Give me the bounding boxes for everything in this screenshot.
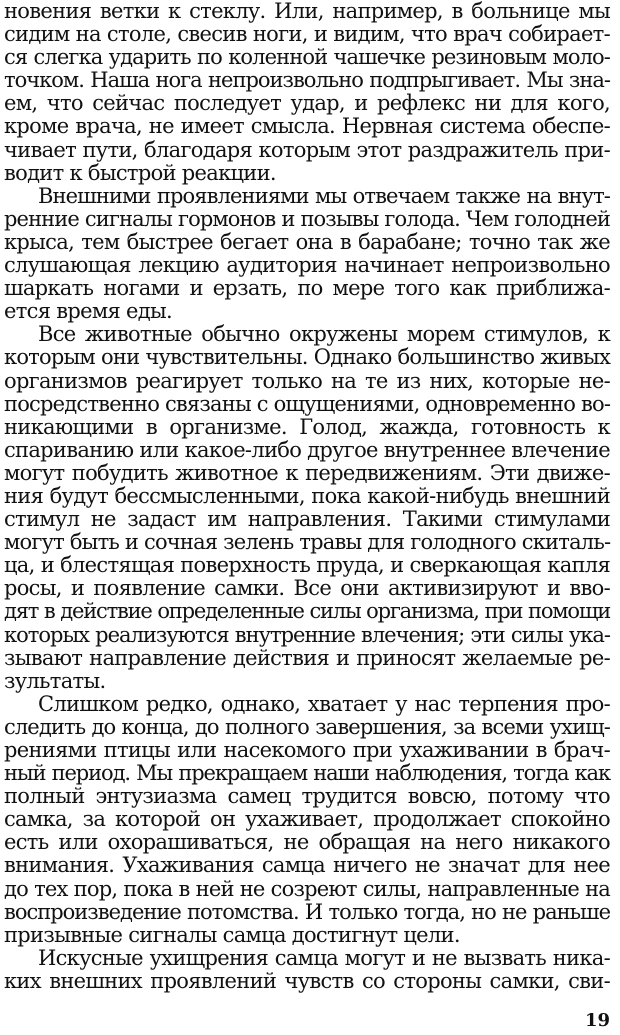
text-line: кроме врача, не имеет смысла. Нервная система обеспе- [4,114,610,139]
text-line: Внешними проявлениями мы отвечаем также на внут- [38,183,610,208]
page-number: 19 [584,1010,610,1031]
text-line: водит к быстрой реакции. [4,160,276,185]
text-line: могут побудить животное к передвижениям. Эти движе- [4,460,610,485]
text-line: ких внешних проявлений чувств со стороны самки, сви- [4,968,610,993]
text-line: организмов реагирует только на те из них, которые не- [4,368,610,393]
text-line: ный период. Мы прекращаем наши наблюдения, тогда как [4,761,610,786]
text-line: ренние сигналы гормонов и позывы голода. Чем голодней [4,206,610,231]
text-line: воспроизведение потомства. И только тогда, но не раньше [4,899,610,924]
text-line: шаркать ногами и ерзать, по мере того как приближа- [4,276,610,301]
text-line: чивает пути, благодаря которым этот раздражитель при- [4,137,610,162]
text-line: Слишком редко, однако, хватает у нас терпения про- [38,691,610,716]
text-line: спариванию или какое-либо другое внутреннее влечение [4,437,610,462]
text-line: крыса, тем быстрее бегает она в барабане; точно так же [4,229,610,254]
text-line: внимания. Ухаживания самца ничего не значат для нее [4,853,610,878]
text-line: полный энтузиазма самец трудится вовсю, потому что [4,784,610,809]
body-text [4,0,610,993]
text-line: посредственно связаны с ощущениями, одновременно во- [4,391,611,416]
text-line: Все животные обычно окружены морем стимулов, к [38,322,610,347]
text-line: стимул не задаст им направления. Такими стимулами [4,507,610,532]
text-line: точком. Наша нога непроизвольно подпрыгивает. Мы зна- [4,68,610,93]
text-line: могут быть и сочная зелень травы для голодного скиталь- [4,530,611,555]
text-line: дят в действие определенные силы организма, при помощи [4,599,610,624]
text-line: зультаты. [4,668,106,693]
text-line: до тех пор, пока в ней не созреют силы, направленные на [4,876,610,901]
text-line: росы, и появление самки. Все они активизируют и вво- [4,576,610,601]
text-line: сидим на столе, свесив ноги, и видим, что врач собирает- [4,22,610,47]
text-line: ся слегка ударить по коленной чашечке резиновым моло- [4,45,610,70]
text-line: никающими в организме. Голод, жажда, готовность к [4,414,610,439]
text-line: которым они чувствительны. Однако большинство живых [4,345,610,370]
text-line: самка, за которой он ухаживает, продолжает спокойно [4,807,610,832]
text-line: слушающая лекцию аудитория начинает непроизвольно [4,253,610,278]
text-line: новения ветки к стеклу. Или, например, в больнице мы [4,0,610,23]
text-line: ется время еды. [4,299,172,324]
text-line: Искусные ухищрения самца могут и не вызвать ника- [38,945,610,970]
text-line: ем, что сейчас последует удар, и рефлекс ни для кого, [4,91,610,116]
text-line: есть или охорашиваться, не обращая на него никакого [4,830,610,855]
text-line: которых реализуются внутренние влечения; эти силы ука- [4,622,610,647]
text-line: зывают направление действия и приносят желаемые ре- [4,645,610,670]
text-line: следить до конца, до полного завершения, за всеми ухищ- [4,714,610,739]
text-line: ния будут бессмысленными, пока какой-нибудь внешний [4,483,610,508]
text-line: рениями птицы или насекомого при ухаживании в брач- [4,738,610,762]
text-line: ца, и блестящая поверхность пруда, и сверкающая капля [4,553,610,578]
text-line: призывные сигналы самца достигнут цели. [4,922,460,947]
